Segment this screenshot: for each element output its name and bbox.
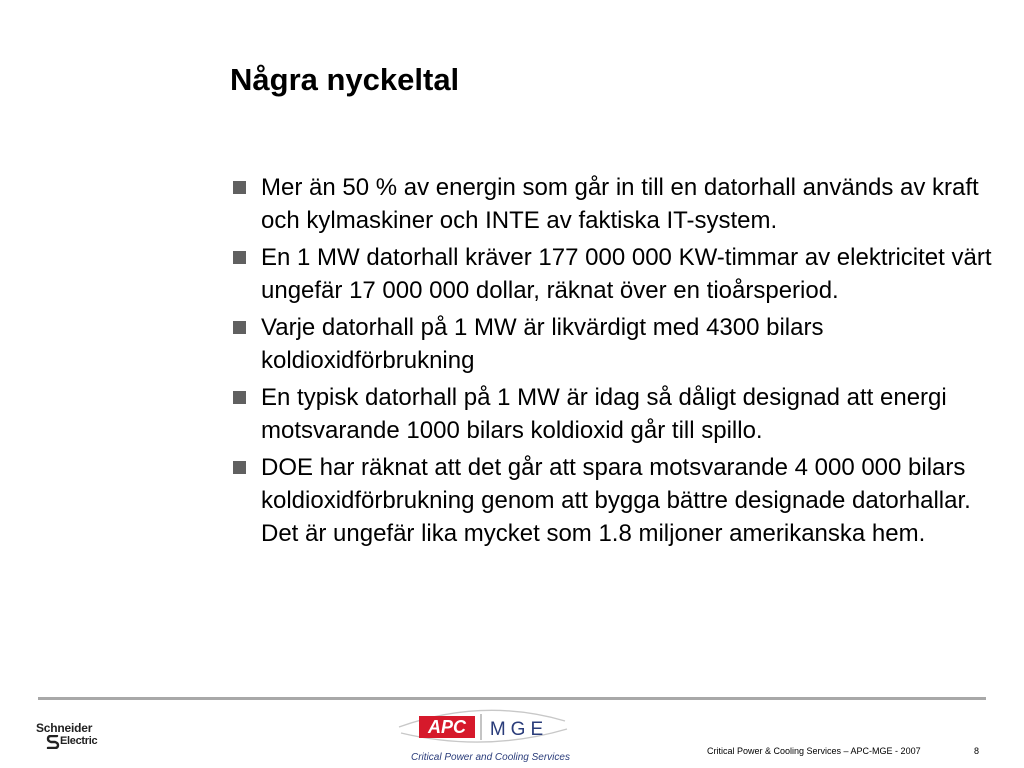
bullet-item	[230, 241, 1000, 307]
page-number: 8	[974, 746, 980, 756]
square-bullet-icon	[233, 181, 246, 194]
bullet-text: En 1 MW datorhall kräver 177 000 000 KW-timmar av elektricitet värt ungefär 17 000 000 dollar, räknat över en tioårsperiod.	[261, 244, 992, 304]
bullet-item	[230, 311, 1000, 377]
apc-mge-logo-graphic	[395, 705, 575, 751]
square-bullet-icon	[233, 251, 246, 264]
schneider-logo-word: Schneider	[36, 721, 93, 735]
bullet-text: DOE har räknat att det går att spara motsvarande 4 000 000 bilars koldioxidförbrukning genom att bygga bättre designade datorhallar. Det är ungefär lika mycket som 1.8 miljoner amerikanska hem.	[261, 454, 971, 547]
apc-tagline: Critical Power and Cooling Services	[411, 752, 570, 763]
schneider-glyph-icon	[46, 735, 60, 749]
square-bullet-icon	[233, 461, 246, 474]
square-bullet-icon	[233, 391, 246, 404]
schneider-electric-logo	[36, 721, 106, 755]
square-bullet-icon	[233, 321, 246, 334]
bullet-text: Varje datorhall på 1 MW är likvärdigt med 4300 bilars koldioxidförbrukning	[261, 314, 824, 374]
bullet-list	[230, 171, 1000, 554]
schneider-logo-sub: Electric	[60, 735, 98, 747]
bullet-item	[230, 381, 1000, 447]
bullet-text: En typisk datorhall på 1 MW är idag så dåligt designad att energi motsvarande 1000 bilars koldioxid går till spillo.	[261, 384, 947, 444]
bullet-text: Mer än 50 % av energin som går in till en datorhall används av kraft och kylmaskiner och INTE av faktiska IT-system.	[261, 174, 979, 234]
mge-logo-text: MGE	[489, 719, 549, 740]
apc-mge-logo	[395, 705, 575, 767]
slide-title: Några nyckeltal	[230, 62, 460, 97]
footer-divider	[38, 697, 986, 700]
apc-logo-text: APC	[427, 717, 467, 737]
footer-caption: Critical Power & Cooling Services – APC-MGE - 2007	[707, 746, 921, 756]
bullet-item	[230, 171, 1000, 237]
bullet-item	[230, 451, 1000, 550]
